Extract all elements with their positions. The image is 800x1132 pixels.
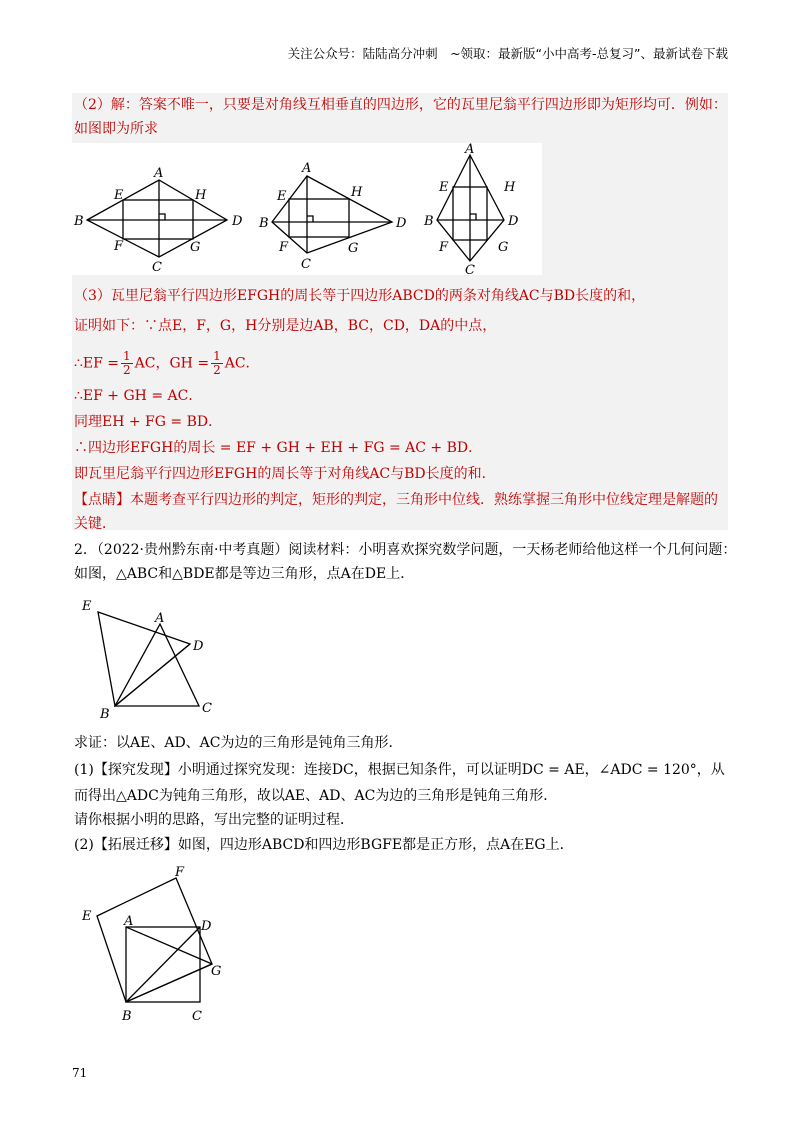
fig1b-label-H: H: [351, 185, 363, 200]
proof-line2-a: ∴EF =: [74, 355, 120, 372]
comment-line1: 【点睛】本题考查平行四边形的判定，矩形的判定，三角形中位线．熟练掌握三角形中位线定理是解题的: [74, 492, 718, 508]
fig1b-label-A: A: [302, 161, 312, 176]
fig1a-label-D: D: [232, 214, 243, 229]
figure3-squares: [72, 866, 242, 1026]
fig3-label-A: A: [124, 914, 134, 929]
page-number: 71: [72, 1066, 88, 1080]
fraction-half-2: $\frac{1}{2}$: [213, 349, 221, 377]
fig1a-label-H: H: [195, 188, 207, 203]
proof-line1: 证明如下：∵点E，F，G，H分别是边AB，BC，CD，DA的中点，: [74, 318, 497, 334]
fig3-label-F: F: [175, 866, 185, 880]
fig1c-label-D: D: [508, 214, 519, 229]
problem2-q1-line3: 请你根据小明的思路，写出完整的证明过程．: [74, 812, 354, 828]
fig1c-label-B: B: [424, 214, 434, 229]
fig1a-label-C: C: [152, 260, 162, 275]
fig2-label-A: A: [155, 611, 165, 626]
solution-part2-line1: （2）解：答案不唯一，只要是对角线互相垂直的四边形，它的瓦里尼翁平行四边形即为矩形均可．例如：: [74, 97, 727, 113]
fig1b-label-F: F: [279, 240, 289, 255]
problem2-line2: 如图，△ABC和△BDE都是等边三角形，点A在DE上．: [74, 566, 415, 582]
proof-line6: 即瓦里尼翁平行四边形EFGH的周长等于对角线AC与BD长度的和．: [74, 466, 496, 482]
fig1b-label-G: G: [348, 241, 359, 256]
fig2-label-B: B: [100, 707, 110, 722]
page-header: 关注公众号：陆陆高分冲刺 ~领取：最新版“小中高考-总复习”、最新试卷下载: [287, 46, 728, 61]
fig1b-label-C: C: [301, 257, 311, 272]
proof-line2: [74, 350, 260, 377]
problem2-q1-line2: 而得出△ADC为钝角三角形，故以AE、AD、AC为边的三角形是钝角三角形．: [74, 788, 558, 804]
fig1a-label-E: E: [114, 188, 124, 203]
figure1-quadrilaterals: [72, 143, 542, 275]
fig1c-label-E: E: [439, 180, 449, 195]
fig1a-label-F: F: [114, 239, 124, 254]
proof-line2-c: AC．: [224, 355, 260, 372]
fig1b-label-D: D: [396, 216, 407, 231]
fig1b-label-B: B: [259, 216, 269, 231]
proof-line3: ∴EF + GH = AC．: [74, 388, 203, 404]
fig1a-label-B: B: [74, 214, 84, 229]
fig2-label-D: D: [193, 639, 204, 654]
problem2-prove: 求证：以AE、AD、AC为边的三角形是钝角三角形．: [74, 735, 403, 751]
fig2-label-E: E: [82, 599, 92, 614]
fig1c-label-G: G: [498, 240, 509, 255]
solution-part3-line1: （3）瓦里尼翁平行四边形EFGH的周长等于四边形ABCD的两条对角线AC与BD长度的和，: [74, 288, 646, 304]
figure2-triangles: [72, 592, 232, 724]
fig1b-label-E: E: [277, 189, 287, 204]
fig3-label-C: C: [192, 1009, 202, 1024]
proof-line5: ∴四边形EFGH的周长 = EF + GH + EH + FG = AC + BD．: [74, 440, 483, 456]
comment-line2: 关键．: [74, 516, 116, 532]
fig3-label-B: B: [122, 1009, 132, 1024]
fig1a-label-G: G: [190, 240, 201, 255]
fig1c-label-H: H: [504, 180, 516, 195]
proof-line2-b: AC，GH =: [134, 355, 210, 372]
fraction-half-1: $\frac{1}{2}$: [123, 349, 131, 377]
fig3-label-G: G: [211, 964, 222, 979]
fig1c-label-F: F: [439, 240, 449, 255]
fig1c-label-C: C: [465, 263, 475, 275]
fig3-label-E: E: [82, 909, 92, 924]
problem2-q2-line1: (2)【拓展迁移】如图，四边形ABCD和四边形BGFE都是正方形，点A在EG上．: [74, 837, 574, 853]
solution-part2-line2: 如图即为所求: [74, 121, 158, 137]
problem2-q1-line1: (1)【探究发现】小明通过探究发现：连接DC，根据已知条件，可以证明DC = AE，∠ADC = 120°，从: [74, 762, 725, 778]
fig1a-label-A: A: [154, 166, 164, 181]
proof-line4: 同理EH + FG = BD．: [74, 414, 223, 430]
fig2-label-C: C: [202, 701, 212, 716]
fig3-label-D: D: [201, 919, 212, 934]
fig1c-label-A: A: [465, 143, 475, 157]
problem2-line1: 2．（2022·贵州黔东南·中考真题）阅读材料：小明喜欢探究数学问题，一天杨老师给他这样一个几何问题：: [74, 542, 737, 558]
